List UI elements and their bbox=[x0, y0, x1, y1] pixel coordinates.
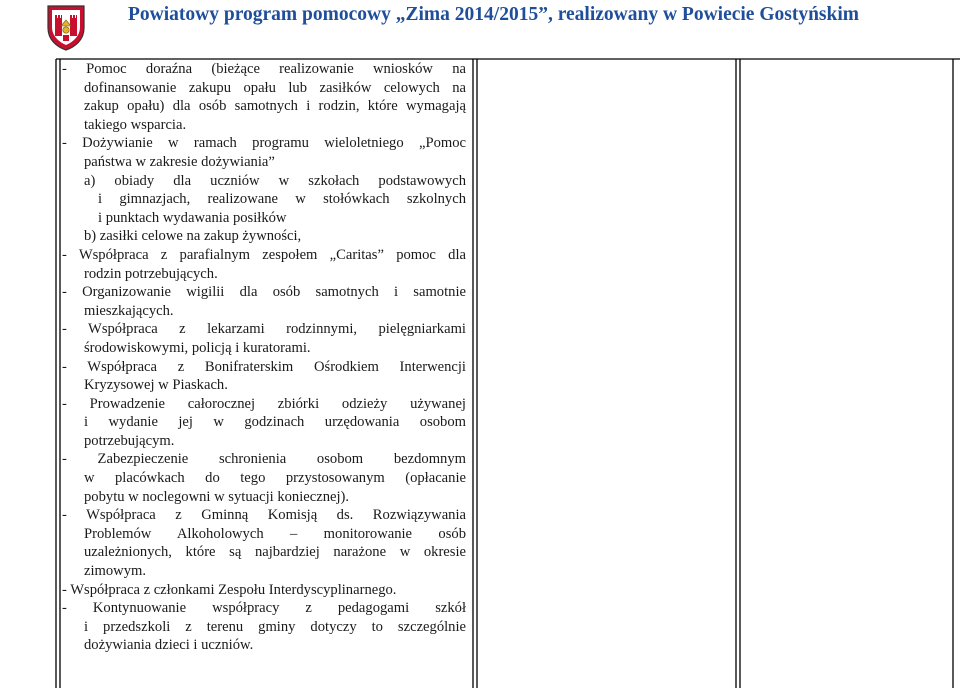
list-item-line: państwa w zakresie dożywiania” bbox=[84, 153, 275, 170]
list-item-line: uzależnionych, które są najbardziej narażone w okresie bbox=[84, 544, 466, 561]
list-item-line: zakup opału) dla osób samotnych i rodzin, które wymagają bbox=[84, 98, 466, 115]
list-item-line: Problemów Alkoholowych – monitorowanie osób bbox=[84, 525, 466, 542]
list-item-line: dofinansowanie zakupu opału lub zasiłków celowych na bbox=[84, 79, 466, 96]
page-title: Powiatowy program pomocowy „Zima 2014/2015”, realizowany w Powiecie Gostyńskim bbox=[128, 4, 860, 25]
list-item-line: zimowym. bbox=[84, 563, 147, 580]
list-item-line: - Pomoc doraźna (bieżące realizowanie wniosków na bbox=[62, 61, 466, 77]
list-item-line: rodzin potrzebujących. bbox=[84, 265, 218, 282]
table-cell-content bbox=[62, 60, 466, 655]
list-item-line: i punktach wydawania posiłków bbox=[98, 209, 287, 226]
list-item-line: pobytu w noclegowni w sytuacji koniecznej). bbox=[84, 488, 350, 505]
list-item-line: takiego wsparcia. bbox=[84, 116, 187, 133]
list-item-line: dożywiania dzieci i uczniów. bbox=[84, 637, 254, 654]
list-item-line: Kryzysowej w Piaskach. bbox=[84, 377, 228, 394]
list-item-line: - Współpraca z Bonifraterskim Ośrodkiem Interwencji bbox=[62, 358, 466, 375]
list-item-line: i gimnazjach, realizowane w stołówkach szkolnych bbox=[98, 191, 466, 208]
page-header bbox=[0, 0, 960, 56]
list-item-line: - Kontynuowanie współpracy z pedagogami szkół bbox=[62, 600, 466, 617]
list-item-line: - Współpraca z członkami Zespołu Interdyscyplinarnego. bbox=[62, 581, 397, 598]
list-item-line: - Współpraca z Gminną Komisją ds. Rozwiązywania bbox=[62, 507, 466, 524]
list-item-line: - Prowadzenie całorocznej zbiórki odzieży używanej bbox=[62, 395, 466, 412]
list-item-line: - Współpraca z lekarzami rodzinnymi, pielęgniarkami bbox=[62, 321, 466, 338]
list-item-line: a) obiady dla uczniów w szkołach podstawowych bbox=[84, 172, 466, 189]
list-item-line: mieszkających. bbox=[84, 302, 174, 319]
list-item-line: w placówkach do tego przystosowanym (opłacanie bbox=[84, 470, 466, 487]
list-item-line: - Dożywianie w ramach programu wieloletniego „Pomoc bbox=[62, 135, 466, 152]
list-item-line: potrzebującym. bbox=[84, 432, 175, 449]
list-item-line: środowiskowymi, policją i kuratorami. bbox=[84, 339, 311, 356]
list-item-line: - Zabezpieczenie schronienia osobom bezdomnym bbox=[62, 451, 466, 468]
list-item-line: i wydanie jej w godzinach urzędowania osobom bbox=[84, 414, 466, 431]
list-item-line: i przedszkoli z terenu gminy dotyczy to szczególnie bbox=[84, 618, 466, 635]
list-item-line: - Współpraca z parafialnym zespołem „Caritas” pomoc dla bbox=[62, 246, 466, 263]
list-item-line: b) zasiłki celowe na zakup żywności, bbox=[84, 228, 302, 245]
coat-of-arms-icon bbox=[44, 2, 88, 52]
list-item-line: - Organizowanie wigilii dla osób samotnych i samotnie bbox=[62, 284, 466, 301]
